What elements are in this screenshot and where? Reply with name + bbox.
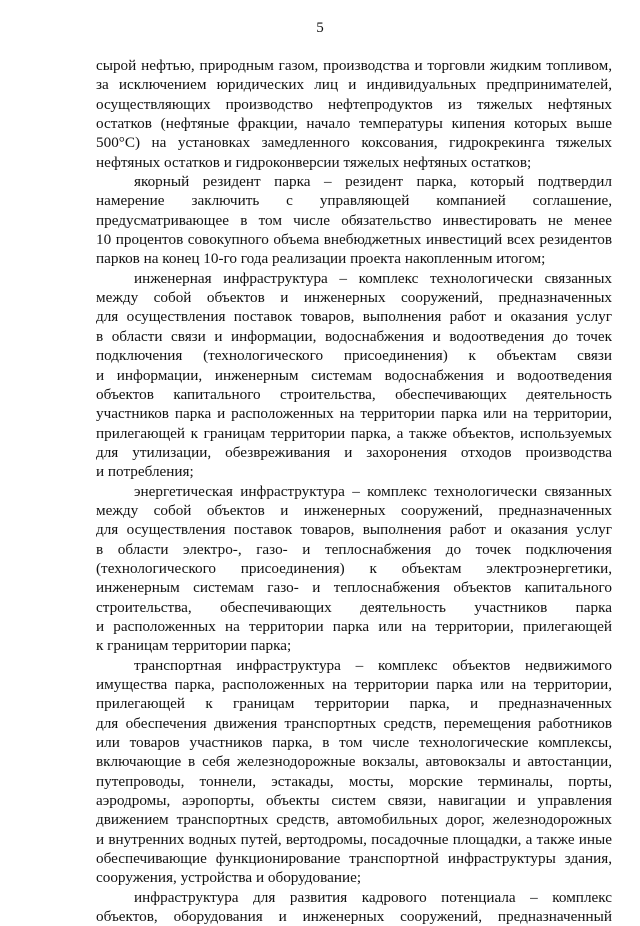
text-line: подключения (технологического присоединения) к объектам связи (96, 347, 612, 365)
text-line: для осуществления поставок товаров, выполнения работ и оказания услуг (96, 308, 612, 326)
text-line: (технологического присоединения) к объектам электроэнергетики, (96, 559, 612, 577)
text-line: за исключением юридических лиц и индивидуальных предпринимателей, (96, 76, 612, 94)
text-line: и информации, инженерным системам водоснабжения и водоотведения (96, 366, 612, 384)
text-line: инженерным системам газо- и теплоснабжения объектов капитального (96, 579, 612, 597)
text-line: парков на конец 10-го года реализации проекта накопленным итогом; (96, 250, 546, 268)
text-line: предусматривающее в том числе обязательство инвестировать не менее (96, 211, 612, 229)
text-line: энергетическая инфраструктура – комплекс технологически связанных (134, 482, 612, 500)
text-line: имущества парка, расположенных на территории парка или на территории, (96, 676, 612, 693)
text-line: прилегающей к границам территории парка, и предназначенных (96, 695, 612, 713)
text-line: строительства, обеспечивающих деятельность участников парка (96, 598, 612, 616)
text-line: транспортная инфраструктура – комплекс объектов недвижимого (134, 656, 612, 674)
text-line: аэродромы, аэропорты, объекты систем связи, навигации и управления (96, 792, 612, 810)
text-line: объектов, оборудования и инженерных сооружений, предназначенный (96, 908, 612, 926)
text-line: обеспечивающие функционирование транспортной инфраструктуры здания, (96, 850, 612, 868)
text-line: к границам территории парка; (96, 637, 292, 655)
text-line: 10 процентов совокупного объема внебюджетных инвестиций всех резидентов (96, 231, 612, 249)
text-line: остатков (нефтяные фракции, начало температуры кипения которых выше (96, 115, 612, 133)
body-text (96, 56, 612, 926)
text-line: инженерная инфраструктура – комплекс технологически связанных (134, 269, 612, 287)
text-line: инфраструктура для развития кадрового потенциала – комплекс (134, 888, 612, 906)
text-line: якорный резидент парка – резидент парка, который подтвердил (134, 173, 612, 191)
text-line: для осуществления поставок товаров, выполнения работ и оказания услуг (96, 521, 612, 539)
text-line: прилегающей к границам территории парка, а также объектов, используемых (96, 424, 612, 442)
text-line: движением транспортных средств, автомобильных дорог, железнодорожных (96, 811, 612, 829)
text-line: и потребления; (96, 463, 194, 481)
text-line: между собой объектов и инженерных сооружений, предназначенных (96, 289, 612, 307)
text-line: участников парка и расположенных на территории парка или на территории, (96, 405, 612, 423)
page-number: 5 (316, 20, 324, 36)
text-line: в области связи и информации, водоснабжения и водоотведения до точек (96, 327, 612, 345)
text-line: включающие в себя железнодорожные вокзалы, автовокзалы и автостанции, (96, 753, 612, 771)
text-line: или товаров участников парка, в том числе технологические комплексы, (96, 734, 612, 752)
text-line: намерение заключить с управляющей компанией соглашение, (96, 192, 612, 210)
text-line: путепроводы, тоннели, эстакады, мосты, морские терминалы, порты, (96, 772, 612, 790)
text-line: нефтяных остатков и гидроконверсии тяжелых нефтяных остатков; (96, 153, 532, 171)
text-line: в области электро-, газо- и теплоснабжения до точек подключения (96, 540, 612, 558)
text-line: и внутренних водных путей, вертодромы, посадочные площадки, а также иные (96, 830, 612, 848)
text-line: объектов капитального строительства, обеспечивающих деятельность (96, 385, 612, 403)
text-line: для обеспечения движения транспортных средств, перемещения работников (96, 714, 612, 732)
text-line: 500°С) на установках замедленного коксования, гидрокрекинга тяжелых (96, 134, 612, 152)
text-line: осуществляющих производство нефтепродуктов из тяжелых нефтяных (96, 95, 612, 113)
text-line: сырой нефтью, природным газом, производства и торговли жидким топливом, (96, 57, 612, 74)
text-line: и расположенных на территории парка или на территории, прилегающей (96, 617, 612, 635)
text-line: для утилизации, обезвреживания и захоронения отходов производства (96, 443, 612, 461)
text-line: сооружения, устройства и оборудование; (96, 869, 362, 887)
text-line: между собой объектов и инженерных сооружений, предназначенных (96, 501, 612, 519)
